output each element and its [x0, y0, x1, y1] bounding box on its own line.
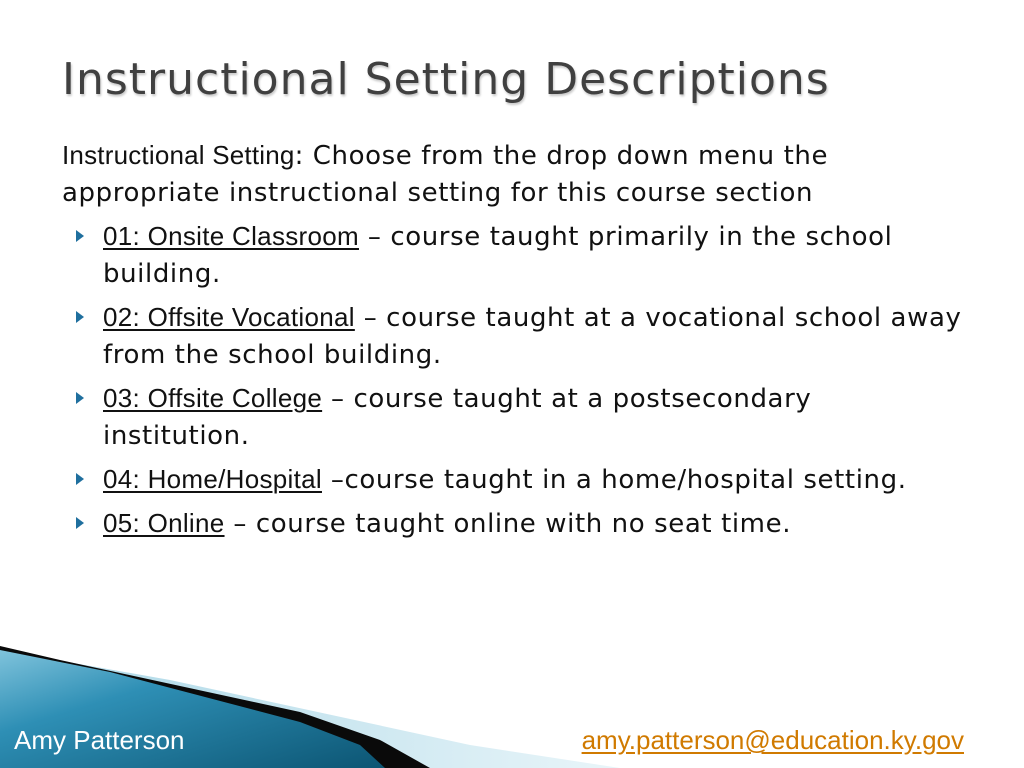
setting-code: 05: Online [103, 508, 225, 538]
intro-text: : Choose from the drop down menu the appropriate instructional setting for this course section [62, 141, 829, 208]
setting-code: 04: Home/Hospital [103, 464, 322, 494]
list-item [62, 218, 962, 293]
list-item [62, 461, 962, 499]
setting-code: 02: Offsite Vocational [103, 302, 355, 332]
intro-term: Instructional Setting [62, 140, 295, 170]
triangle-right-icon [76, 311, 84, 323]
triangle-right-icon [76, 230, 84, 242]
list-item [62, 299, 962, 374]
footer-author-name: Amy Patterson [14, 725, 185, 755]
setting-code: 01: Onsite Classroom [103, 221, 359, 251]
setting-description: – course taught at a postsecondary institution. [103, 384, 812, 451]
setting-code: 03: Offsite College [103, 383, 323, 413]
setting-description: – course taught primarily in the school building. [103, 222, 893, 289]
setting-description: – course taught online with no seat time. [224, 509, 792, 539]
setting-description: – course taught at a vocational school away from the school building. [103, 303, 962, 370]
triangle-right-icon [76, 517, 84, 529]
slide-title: Instructional Setting Descriptions [62, 54, 830, 105]
footer-email-link[interactable]: amy.patterson@education.ky.gov [581, 725, 964, 755]
intro-paragraph [62, 137, 972, 212]
list-item [62, 380, 962, 455]
triangle-right-icon [76, 473, 84, 485]
list-item [62, 505, 962, 543]
setting-description: –course taught in a home/hospital setting. [321, 465, 907, 495]
triangle-right-icon [76, 392, 84, 404]
setting-list [62, 218, 962, 549]
